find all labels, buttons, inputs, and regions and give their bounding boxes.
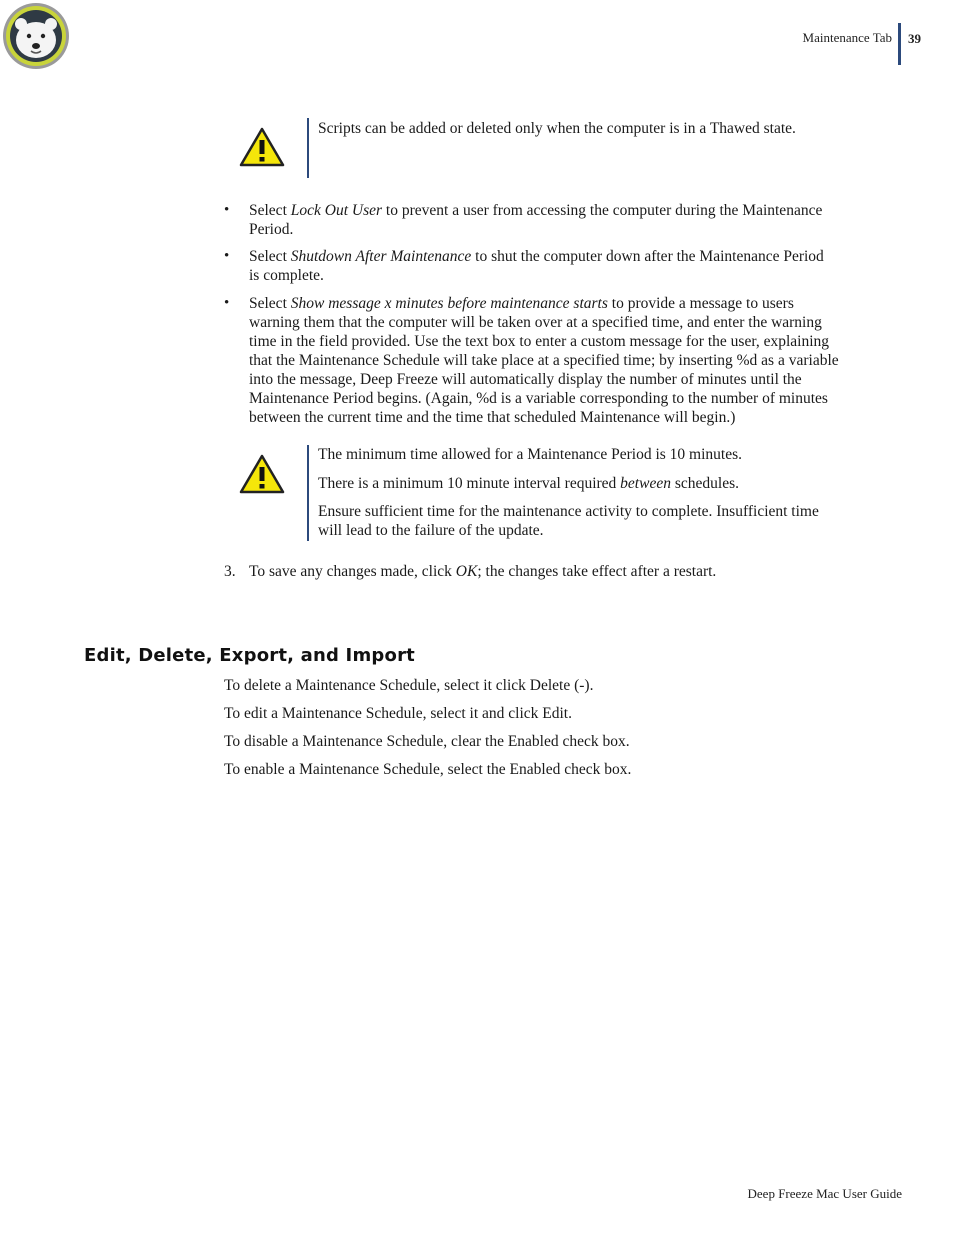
bullet-text: to prevent a user from accessing the computer during the Maintenance [382, 202, 823, 219]
bullet-lock-out-user [249, 201, 899, 239]
section-line-enable: To enable a Maintenance Schedule, select the Enabled check box. [224, 761, 632, 778]
running-header-section: Maintenance Tab [802, 30, 892, 45]
bullet-text: into the message, Deep Freeze will automatically display the number of minutes until the [249, 371, 802, 388]
bullet-text: that the Maintenance Schedule will take place at a specified time; by inserting %d as a variable [249, 352, 839, 369]
note-text: Ensure sufficient time for the maintenance activity to complete. Insufficient time [318, 503, 819, 520]
note-divider [307, 445, 309, 541]
note-text: will lead to the failure of the update. [318, 522, 544, 539]
step-3-text [249, 562, 716, 581]
bullet-text: between the current time and the time that scheduled Maintenance will begin.) [249, 409, 736, 426]
bullet-text: Select [249, 295, 291, 312]
bullet-text: is complete. [249, 267, 324, 284]
step-text: ; the changes take effect after a restart. [477, 563, 717, 580]
ui-option-name: Shutdown After Maintenance [290, 248, 472, 265]
note-text: There is a minimum 10 minute interval required [318, 475, 621, 492]
bullet-shutdown-after-maintenance [249, 247, 899, 285]
bullet-text: Select [249, 248, 291, 265]
bullet-marker: • [224, 295, 230, 311]
step-text: To save any changes made, click [249, 563, 456, 580]
section-line-delete: To delete a Maintenance Schedule, select it click Delete (-). [224, 677, 594, 694]
note-text: schedules. [670, 475, 739, 492]
bullet-text: to provide a message to users [607, 295, 794, 312]
ok-button-reference: OK [455, 563, 478, 580]
bullet-text: time in the field provided. Use the text box to enter a custom message for the user, explaining [249, 333, 830, 350]
note-text: Scripts can be added or deleted only when the computer is in a Thawed state. [318, 120, 796, 137]
bullet-marker: • [224, 248, 230, 264]
polar-bear-logo-icon [2, 2, 70, 70]
bullet-text: to shut the computer down after the Maintenance Period [471, 248, 824, 265]
header-divider [898, 23, 901, 65]
bullet-marker: • [224, 202, 230, 218]
section-heading: Edit, Delete, Export, and Import [84, 645, 415, 666]
bullet-show-message [249, 294, 909, 427]
section-line-edit: To edit a Maintenance Schedule, select it and click Edit. [224, 705, 572, 722]
note-min-period: The minimum time allowed for a Maintenance Period is 10 minutes. [318, 446, 743, 463]
ui-option-name: Show message x minutes before maintenance starts [290, 295, 608, 312]
ui-option-name: Lock Out User [290, 202, 383, 219]
bullet-text: Select [249, 202, 291, 219]
section-line-disable: To disable a Maintenance Schedule, clear the Enabled check box. [224, 733, 630, 750]
running-footer: Deep Freeze Mac User Guide [747, 1186, 902, 1201]
note-min-interval [318, 474, 739, 493]
bullet-text: Period. [249, 221, 294, 238]
note-sufficient-time [318, 502, 819, 540]
step-number: 3. [224, 563, 236, 580]
warning-icon [239, 454, 285, 494]
bullet-text: warning them that the computer will be taken over at a specified time, and enter the warning [249, 314, 822, 331]
warning-icon [239, 127, 285, 167]
note-divider [307, 118, 309, 178]
bullet-text: Maintenance Period begins. (Again, %d is a variable corresponding to the number of minutes [249, 390, 828, 407]
emphasis: between [620, 475, 671, 492]
page-number: 39 [908, 31, 921, 46]
